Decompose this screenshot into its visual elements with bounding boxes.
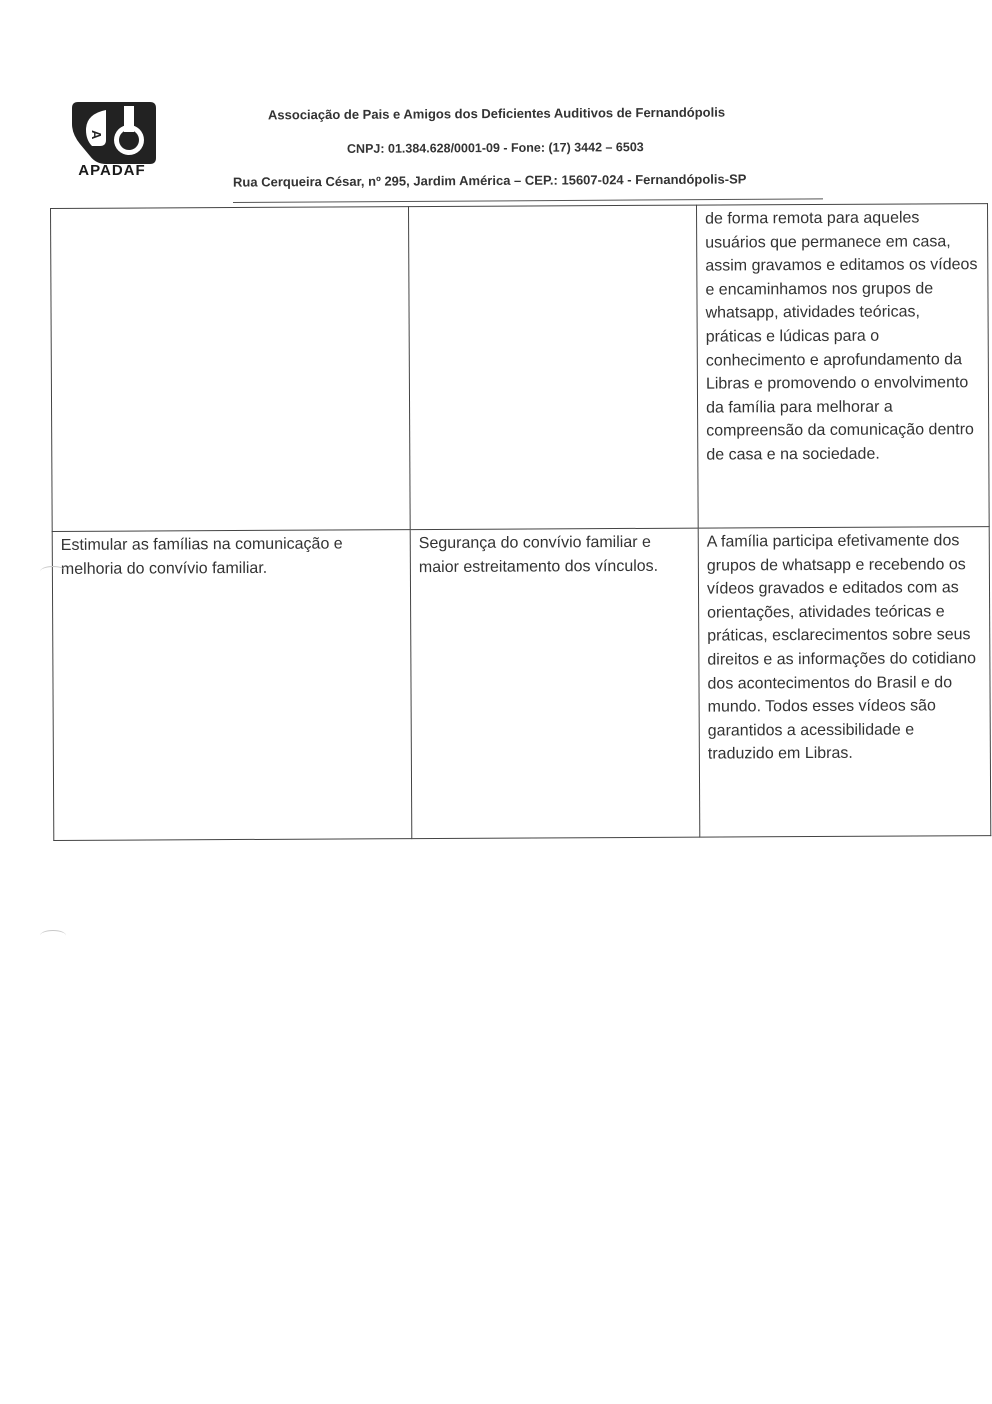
organization-name: Associação de Pais e Amigos dos Deficientes Auditivos de Fernandópolis: [267, 104, 726, 123]
cell-text: Estimular as famílias na comunicação e melhoria do convívio familiar.: [60, 535, 343, 578]
cell-text: A família participa efetivamente dos grupos de whatsapp e recebendo os vídeos gravados e editados com as orientações, atividades teóricas e práticas, esclarecimentos sobre seus direitos e as informações do cotidiano dos acontecimentos do Brasil e do mundo. Todos esses vídeos são garantidos a acessibilidade e traduzido em Libras.: [706, 532, 977, 763]
svg-text:A: A: [89, 130, 104, 140]
table-cell-objective: [52, 530, 412, 841]
organization-contact: CNPJ: 01.384.628/0001-09 - Fone: (17) 3442 – 6503: [346, 140, 644, 156]
logo-wordmark: APADAF: [78, 162, 146, 179]
apadaf-logo: [66, 100, 158, 182]
activities-table: [50, 203, 991, 841]
table-cell-impact: [408, 205, 698, 530]
organization-address: Rua Cerqueira César, nº 295, Jardim América – CEP.: 15607-024 - Fernandópolis-SP: [232, 171, 747, 190]
cell-text: Segurança do convívio familiar e maior estreitamento dos vínculos.: [418, 533, 659, 576]
table-cell-result: [696, 204, 989, 529]
activities-table-container: [50, 203, 978, 844]
letterhead: [0, 0, 992, 210]
cell-text: de forma remota para aqueles usuários que permanece em casa, assim gravamos e editamos os vídeos e encaminhamos nos grupos de whatsapp, atividades teóricas, práticas e lúdicas para o conhecimento e aprofundamento da Libras e promovendo o envolvimento da família para melhorar a compreensão da comunicação dentro de casa e na sociedade.: [705, 209, 978, 464]
header-divider: [233, 198, 823, 203]
logo-emblem-icon: [66, 100, 158, 164]
table-cell-result: [698, 527, 991, 838]
punch-hole-mark: [40, 930, 66, 941]
cell-text: [417, 208, 688, 209]
table-row: [51, 204, 990, 532]
punch-hole-mark: [40, 566, 66, 577]
table-row: [52, 527, 991, 841]
table-cell-objective: [51, 207, 411, 532]
cell-text: [59, 209, 400, 211]
table-cell-impact: [410, 528, 700, 839]
